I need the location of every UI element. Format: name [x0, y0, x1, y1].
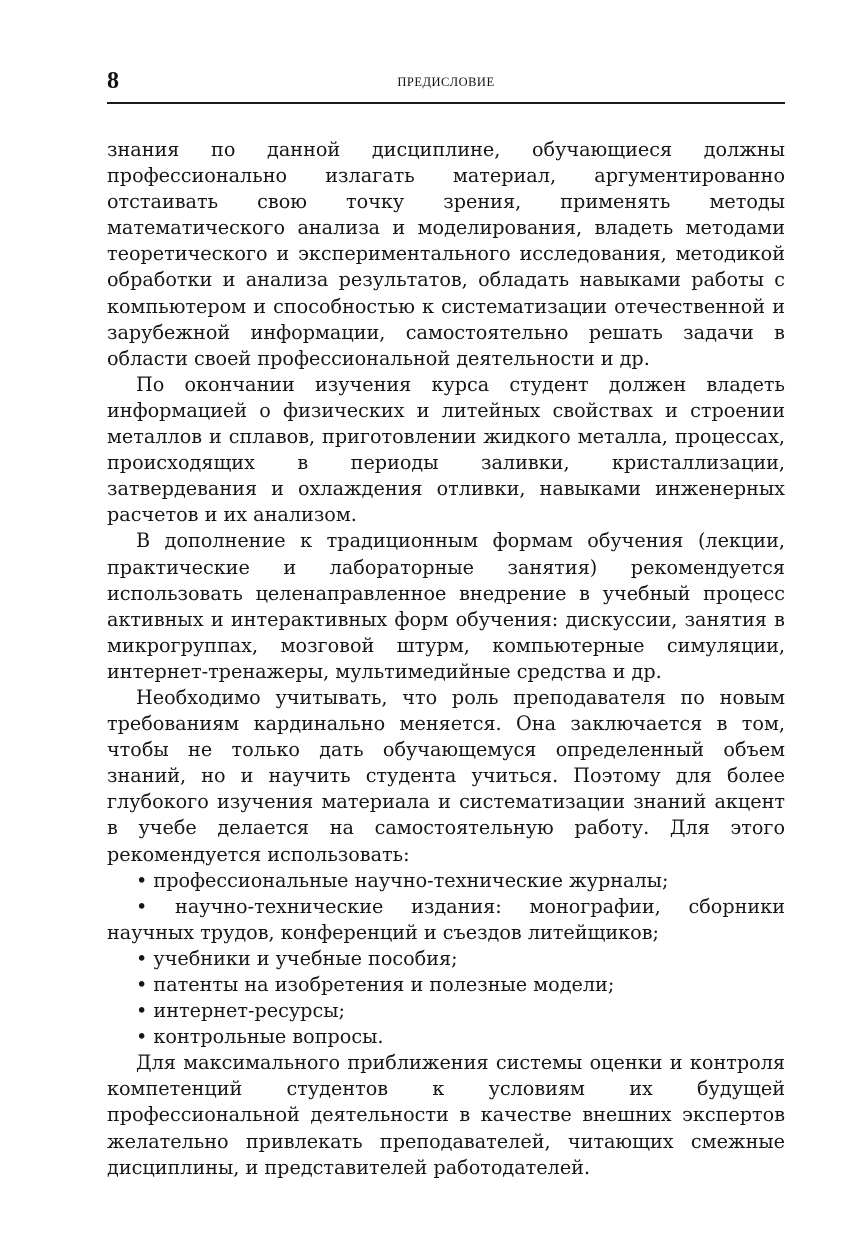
list-item: • патенты на изобретения и полезные модели; — [136, 973, 615, 996]
list-item: • учебники и учебные пособия; — [136, 946, 458, 970]
page-number: 8 — [107, 68, 119, 94]
paragraph-teacher-role: Необходимо учитывать, что роль преподавателя по новым требованиям кардинально меняется. Она заключается в том, чтобы не только дать обучающемуся определенный объем знаний, но и научить студента учиться. Поэтому для более глубокого изучения материала и систематизации знаний акцент в учебе делается на самостоятельную работу. Для этого рекомендуется использовать: — [107, 685, 785, 866]
header-rule — [107, 102, 785, 104]
body-text — [107, 137, 785, 1181]
bullet-list — [107, 868, 785, 1051]
list-item: • научно-технические издания: монографии, сборники научных трудов, конференций и съездов литейщиков; — [107, 894, 785, 944]
list-item: • профессиональные научно-технические журналы; — [136, 868, 669, 892]
page-header — [107, 66, 785, 102]
paragraph-interactive-forms: В дополнение к традиционным формам обучения (лекции, практические и лабораторные занятия) рекомендуется использовать целенаправленное внедрение в учебный процесс активных и интерактивных форм обучения: дискуссии, занятия в микрогруппах, мозговой штурм, компьютерные симуляции, интернет-тренажеры, мультимедийные средства и др. — [107, 529, 785, 683]
list-item: • интернет-ресурсы; — [136, 999, 345, 1023]
list-item: • контрольные вопросы. — [136, 1025, 384, 1049]
paragraph-external-experts: Для максимального приближения системы оценки и контроля компетенций студентов к условиям их будущей профессиональной деятельности в качестве внешних экспертов желательно привлекать преподавателей, читающих смежные дисциплины, и представителей работодателей. — [107, 1051, 785, 1179]
paragraph-course-outcomes: По окончании изучения курса студент должен владеть информацией о физических и литейных свойствах и строении металлов и сплавов, приготовлении жидкого металла, процессах, происходящих в периоды заливки, кристаллизации, затвердевания и охлаждения отливки, навыками инженерных расчетов и их анализом. — [107, 372, 785, 527]
running-title: ПРЕДИСЛОВИЕ — [397, 75, 495, 89]
paragraph-continued: знания по данной дисциплине, обучающиеся должны профессионально излагать материал, аргументированно отстаивать свою точку зрения, применять методы математического анализа и моделирования, владеть методами теоретического и экспериментального исследования, методикой обработки и анализа результатов, обладать навыками работы с компьютером и способностью к систематизации отечественной и зарубежной информации, самостоятельно решать задачи в области своей профессиональной деятельности и др. — [107, 138, 785, 370]
